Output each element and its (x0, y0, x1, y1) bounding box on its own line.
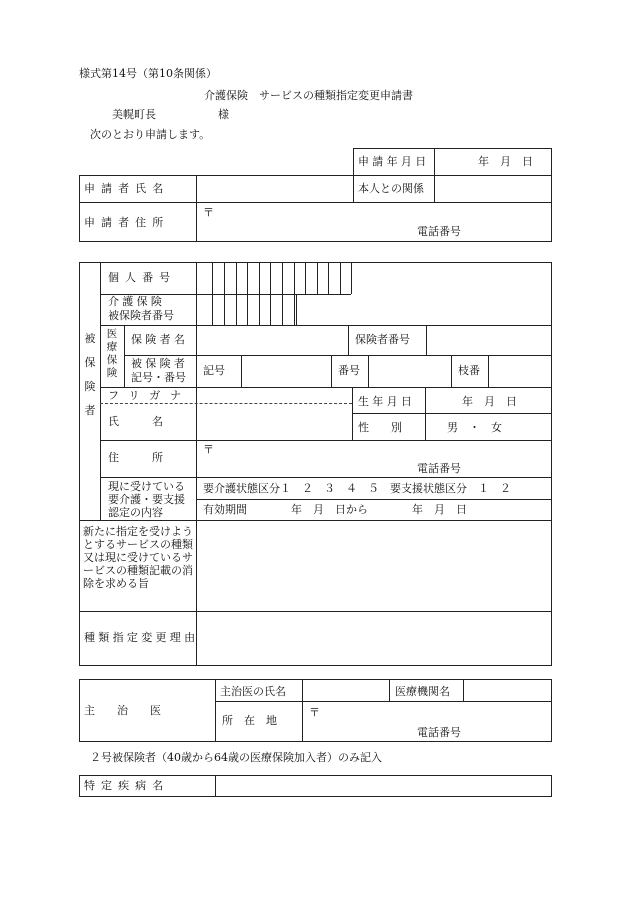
personal-number-label: 個人番号 (108, 271, 177, 284)
applicant-address-label: 申請者住所 (84, 216, 170, 229)
insurance-number-label-1: 介護保険 (108, 295, 166, 308)
cert-label-2: 要介護・要支援 (108, 493, 185, 506)
applicant-postal-mark: 〒 (203, 206, 214, 219)
sex-options[interactable]: 男 ・ 女 (447, 421, 502, 434)
furigana-label: フリガナ (108, 389, 192, 402)
furigana-field[interactable] (200, 389, 348, 401)
insured-name-label: 氏 名 (108, 415, 163, 428)
insured-group-label: 被 保 険 者 (84, 332, 96, 417)
relation-field[interactable] (438, 179, 548, 199)
institution-field[interactable] (467, 682, 548, 700)
code-field[interactable] (244, 359, 328, 383)
applicant-address-field[interactable] (200, 205, 548, 239)
physician-name-field[interactable] (306, 682, 386, 700)
applicant-name-field[interactable] (200, 179, 350, 199)
sex-label: 性 別 (358, 421, 402, 434)
service-change-field[interactable] (200, 524, 548, 608)
insured-phone-label: 電話番号 (417, 462, 461, 475)
insurer-name-label: 保険者名 (131, 333, 189, 346)
insurer-number-field[interactable] (430, 329, 548, 349)
birth-date-label: 生年月日 (358, 395, 416, 408)
insurance-number-label-2: 被保険者番号 (108, 309, 174, 322)
insured-code-label-2: 記号・番号 (131, 371, 186, 384)
code-label: 記号 (203, 364, 225, 377)
insurer-number-label: 保険者番号 (355, 333, 410, 346)
number-field[interactable] (372, 359, 448, 383)
birth-date-field[interactable]: 年 月 日 (462, 395, 517, 408)
form-number: 様式第14号（第10条関係） (79, 67, 217, 80)
cert-label-3: 認定の内容 (108, 506, 163, 519)
second-insured-note: ２号被保険者（40歳から64歳の医療保険加入者）のみ記入 (90, 751, 382, 764)
physician-location-label: 所 在 地 (222, 714, 277, 727)
cert-label-1: 現に受けている (108, 480, 185, 493)
service-change-label: 新たに指定を受けようとするサービスの種類又は現に受けているサービスの種類記載の消除を求める旨 (83, 525, 193, 590)
change-reason-field[interactable] (200, 615, 548, 663)
application-date-label: 申請年月日 (358, 155, 430, 168)
insured-address-field[interactable] (200, 443, 548, 475)
medical-insurance-label: 医 療 保 険 (106, 328, 118, 379)
relation-label: 本人との関係 (358, 182, 424, 195)
insured-code-label-1: 被保険者 (131, 357, 189, 370)
insured-name-field[interactable] (200, 406, 348, 436)
application-date-field[interactable]: 年 月 日 (478, 155, 533, 168)
number-label: 番号 (338, 364, 360, 377)
insured-address-label: 住 所 (108, 451, 163, 464)
disease-label: 特定疾病名 (84, 779, 170, 792)
change-reason-label: 種類指定変更理由 (84, 631, 199, 644)
branch-label: 枝番 (458, 364, 480, 377)
applicant-name-label: 申請者氏名 (84, 182, 170, 195)
physician-label: 主 治 医 (84, 704, 161, 717)
applicant-phone-label: 電話番号 (417, 225, 461, 238)
insured-postal-mark: 〒 (203, 443, 214, 456)
disease-field[interactable] (219, 778, 548, 794)
insurer-name-field[interactable] (200, 329, 344, 349)
physician-name-label: 主治医の氏名 (220, 685, 286, 698)
care-level-options[interactable]: 要介護状態区分１ ２ ３ ４ ５ 要支援状態区分 １ ２ (203, 482, 511, 495)
physician-phone-label: 電話番号 (417, 726, 461, 739)
addressee-town: 美幌町長 (112, 108, 156, 121)
intro-text: 次のとおり申請します。 (90, 128, 211, 141)
addressee-honorific: 様 (218, 108, 229, 121)
form-title: 介護保険 サービスの種類指定変更申請書 (204, 89, 413, 102)
institution-label: 医療機関名 (395, 685, 450, 698)
validity-period[interactable]: 有効期間 年 月 日から 年 月 日 (203, 503, 467, 516)
branch-field[interactable] (492, 359, 548, 383)
physician-postal-mark: 〒 (309, 706, 320, 719)
